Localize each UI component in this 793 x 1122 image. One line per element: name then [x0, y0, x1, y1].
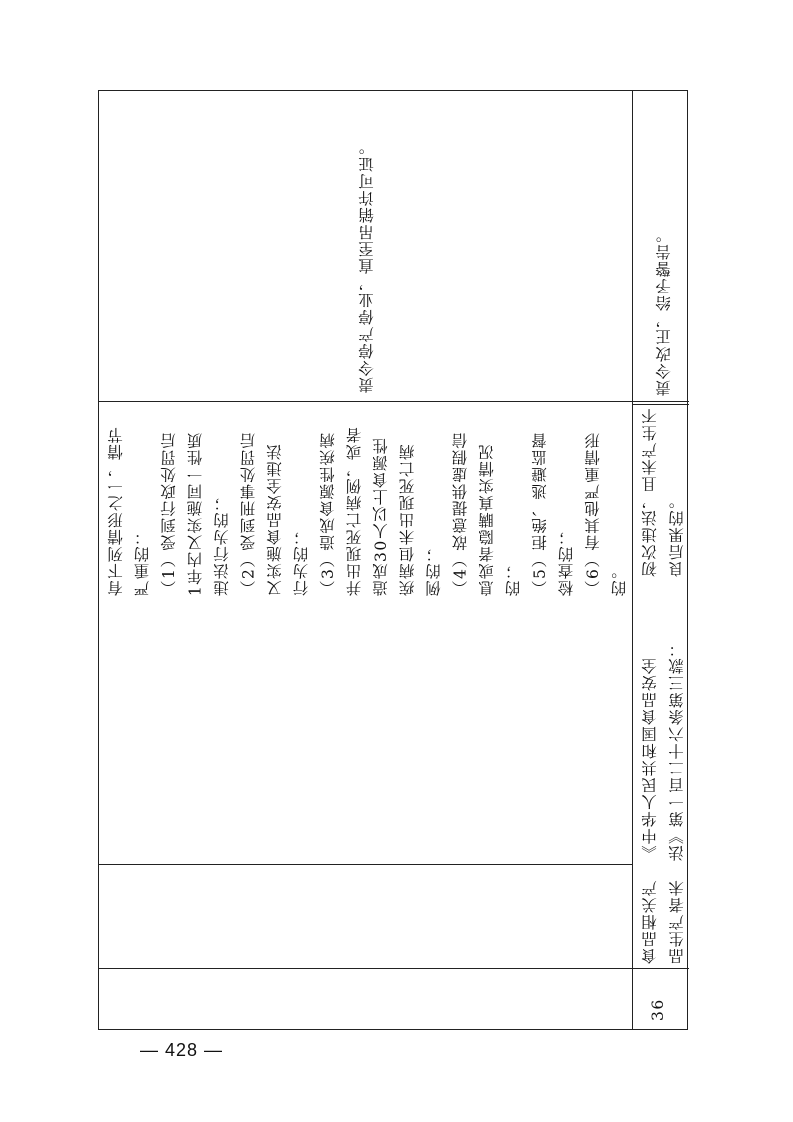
circumstance-line: 的； [504, 562, 523, 596]
circumstance-line: 1年内又实施同一性质 [186, 431, 205, 596]
circumstance-line: 初次违法，且未产生不 [641, 407, 659, 577]
circumstance-line: （1）受到行政处罚后 [160, 431, 178, 596]
row-divider [99, 968, 689, 969]
category-line: 食品相关产 [641, 879, 659, 964]
serious-circumstances-cell [103, 411, 633, 596]
penalty-line: 责令改正，给予警告。 [655, 226, 673, 396]
circumstance-line: 并出现死亡病例，或者 [345, 426, 364, 596]
row-number [645, 976, 672, 1021]
circumstance-line: 有下列情形之一，情节 [107, 426, 125, 596]
circumstance-line: 行为的； [292, 528, 311, 596]
circumstance-line: 疾病但未出现死亡病 [398, 443, 417, 596]
row-divider [99, 401, 689, 402]
circumstance-line: 息或者隐瞒真实情况 [478, 443, 496, 596]
circumstance-line: 又实施食品安全违法 [266, 443, 284, 596]
row-divider [632, 404, 689, 405]
circumstance-line: 良后果的。 [668, 492, 686, 577]
circumstance-line: 例的； [425, 545, 443, 596]
category-line: 品生产者未 [668, 879, 686, 964]
circumstance-line: 造成30人以上食源性 [372, 437, 390, 596]
legal-basis-line: 《中华人民共和国食品安全 [641, 657, 659, 861]
penalty-table [98, 90, 688, 1030]
page-number: — 428 — [140, 1040, 224, 1060]
circumstance-line: 严重的： [133, 528, 152, 596]
circumstance-line: （4）故意提供虚假信 [451, 431, 470, 596]
legal-basis-line: 法》第一百二十六条第三款： [668, 640, 686, 861]
minor-penalty-cell [651, 216, 678, 396]
penalty-line: 责令停产停业，直至吊销许可证。 [358, 138, 376, 393]
circumstance-line: （6）有其他严重情形 [584, 431, 602, 596]
legal-basis-cell [637, 636, 691, 861]
minor-circumstance-cell [637, 409, 691, 577]
circumstance-line: 违法行为的； [213, 494, 231, 596]
circumstance-line: （3）造成食源性疾病 [319, 431, 337, 596]
circumstance-line: 的。 [610, 562, 629, 596]
row-divider [99, 864, 632, 865]
row-number-text: 36 [649, 998, 667, 1021]
circumstance-line: （5）拒绝、逃避监督 [531, 431, 549, 596]
serious-penalty-cell [354, 121, 381, 393]
circumstance-line: 检查的； [557, 528, 576, 596]
category-cell [637, 874, 691, 964]
circumstance-line: （2）受到刑事处罚后 [239, 431, 258, 596]
